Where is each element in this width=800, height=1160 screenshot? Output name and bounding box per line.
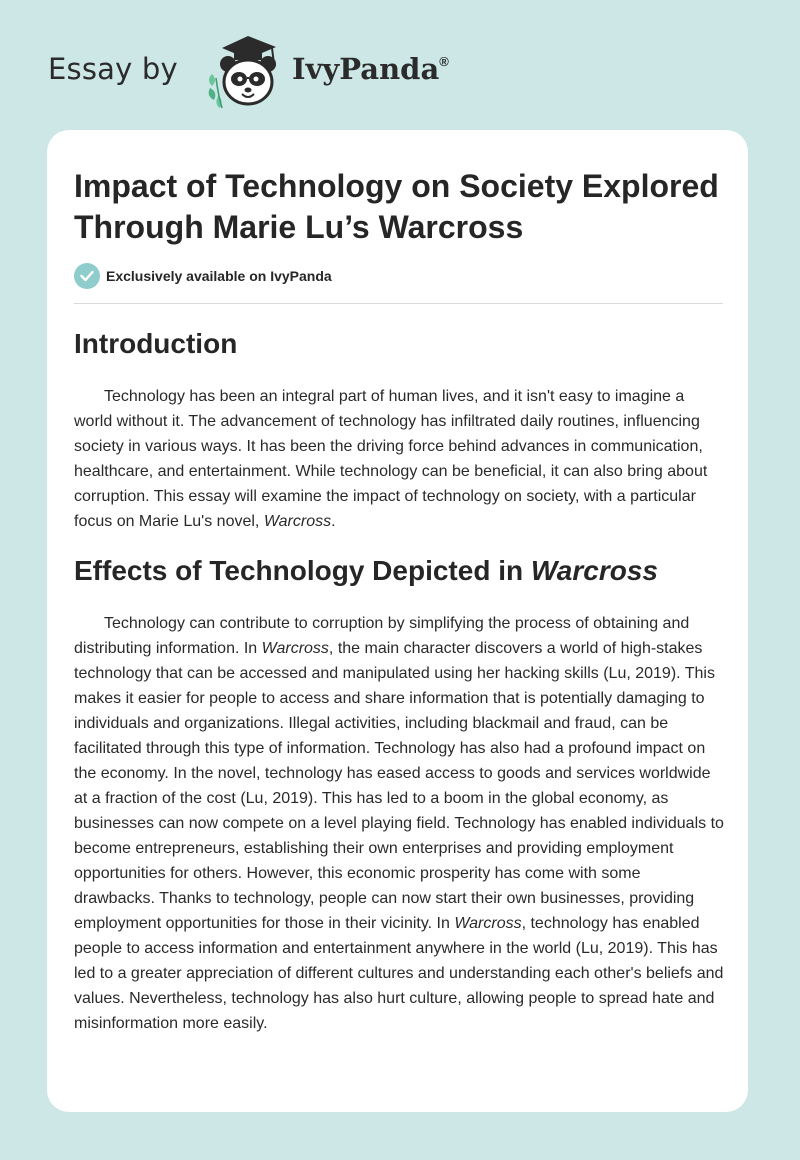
section-heading-effects [74, 553, 658, 589]
effects-heading-book: Warcross [530, 555, 658, 586]
brand-name[interactable] [292, 52, 449, 86]
book-title: Warcross [263, 513, 332, 530]
introduction-end: . [331, 513, 336, 530]
essay-title: Impact of Technology on Society Explored Through Marie Lu’s Warcross [74, 168, 719, 245]
essay-card [47, 130, 748, 1112]
effects-text-2: , the main character discovers a world of high-stakes technology that can be accessed and manipulated using her hacking skills (Lu, 2019). This makes it easier for people to access and share information that is potentially damaging to individuals and organizations. Illegal activities, including blackmail and fraud, can be facilitated through this type of information. Technology has also had a profound impact on the economy. In the novel, technology has eased access to goods and services worldwide at a fraction of the cost (Lu, 2019). This has led to a boom in the global economy, as businesses can now compete on a level playing field. Technology has enabled individuals to become entrepreneurs, establishing their own enterprises and providing employment opportunities for others. However, this economic prosperity has come with some drawbacks. Thanks to technology, people can now start their own businesses, providing employment opportunities for those in their vicinity. In [74, 640, 724, 932]
panda-graduate-logo-icon[interactable] [202, 34, 286, 110]
check-circle-icon [74, 263, 100, 289]
book-title: Warcross [454, 915, 522, 932]
effects-paragraph [74, 611, 724, 1036]
registered-mark: ® [439, 54, 449, 69]
effects-text-1: Technology can contribute to corruption by simplifying the process of obtaining and distributing information. In [74, 615, 690, 657]
essay-by-label: Essay by [48, 52, 178, 86]
effects-heading-text: Effects of Technology Depicted in [74, 555, 531, 586]
book-title: Warcross [261, 640, 329, 657]
section-heading-introduction: Introduction [74, 328, 238, 359]
brand-text: IvyPanda [292, 52, 440, 86]
divider [74, 303, 723, 304]
introduction-text: Technology has been an integral part of human lives, and it isn't easy to imagine a world without it. The advancement of technology has infiltrated daily routines, influencing society in various ways. It has been the driving force behind advances in communication, healthcare, and entertainment. While technology can be beneficial, it can also bring about corruption. This essay will examine the impact of technology on society, with a particular focus on Marie Lu's novel, [74, 388, 708, 530]
exclusive-badge [74, 263, 332, 289]
exclusive-label: Exclusively available on IvyPanda [106, 268, 332, 284]
effects-text-3: , technology has enabled people to access information and entertainment anywhere in the world (Lu, 2019). This has led to a greater appreciation of different cultures and understanding each other's beliefs and values. Nevertheless, technology has also hurt culture, allowing people to spread hate and misinformation more easily. [74, 915, 724, 1032]
site-header [48, 30, 548, 110]
introduction-paragraph [74, 384, 724, 534]
